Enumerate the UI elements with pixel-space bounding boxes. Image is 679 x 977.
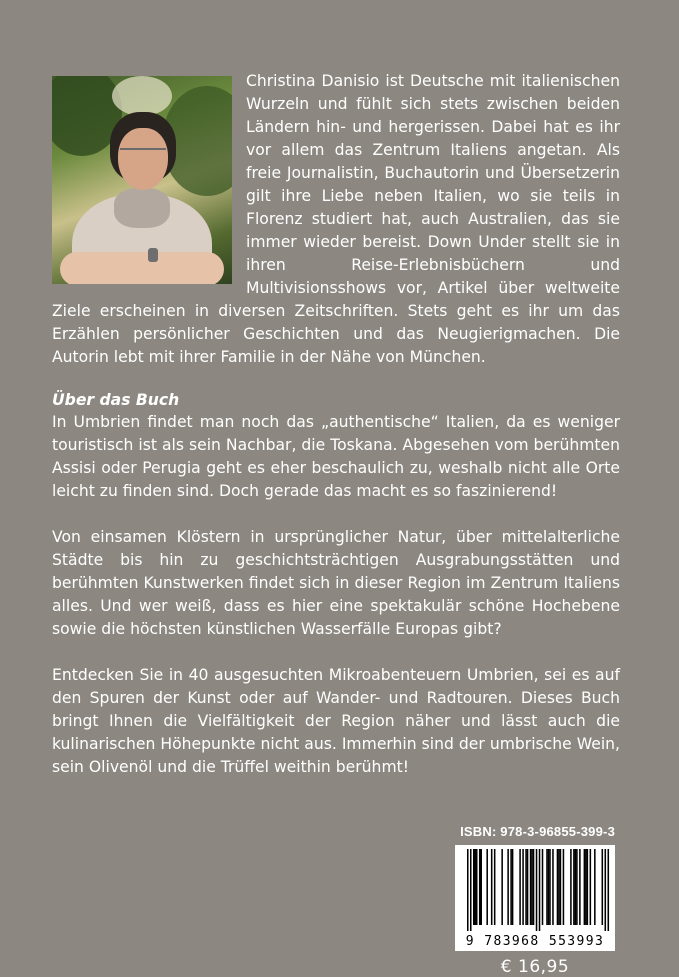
barcode-bar xyxy=(536,849,538,931)
about-book-paragraph-1: In Umbrien findet man noch das „authentische“ Italien, da es weniger touristisch ist als sein Nachbar, die Toskana. Abgesehen vom berühmten Assisi oder Perugia geht es eher beschaulich zu, weshalb nicht alle Orte leicht zu finden sind. Doch gerade das macht es so faszinierend! xyxy=(52,413,620,500)
barcode-bar xyxy=(491,849,493,925)
barcode xyxy=(455,845,615,951)
barcode-bar xyxy=(576,849,578,925)
barcode-bar xyxy=(549,849,551,925)
barcode-bar xyxy=(608,849,610,931)
barcode-bars xyxy=(459,849,611,931)
barcode-bar xyxy=(558,849,560,925)
barcode-bar xyxy=(602,849,604,925)
barcode-bar xyxy=(473,849,475,925)
barcode-bar xyxy=(575,849,577,925)
barcode-bar xyxy=(579,849,581,925)
barcode-bar xyxy=(590,849,592,925)
barcode-bar xyxy=(585,849,587,925)
barcode-bar xyxy=(542,849,544,925)
author-bio: Christina Danisio ist Deutsche mit italienischen Wurzeln und fühlt sich stets zwischen beiden Ländern hin- und hergerissen. Dabei hat es ihr vor allem das Zentrum Italiens angetan. Als freie Journalistin, Buchautorin und Übersetzerin gilt ihre Liebe neben Italien, wo sie teils in Florenz studiert hat, auch Australien, das sie immer wieder bereist. Down Under stellt sie in ihren Reise-Erlebnisbüchern und Multivisionsshows vor, Artikel über weltweite Ziele erscheinen in diversen Zeitschriften. Stets geht es ihr um das Erzählen persönlicher Geschichten und das Neugierigmachen. Die Autorin lebt mit ihrer Familie in der Nähe von München. xyxy=(52,72,620,366)
author-photo xyxy=(52,76,232,284)
barcode-bar xyxy=(486,849,488,925)
isbn-area xyxy=(455,824,615,977)
barcode-bar xyxy=(570,849,572,925)
barcode-bar xyxy=(527,849,529,925)
barcode-bar xyxy=(594,849,596,925)
barcode-bar xyxy=(587,849,589,925)
barcode-bar xyxy=(531,849,533,925)
barcode-bar xyxy=(474,849,476,925)
about-book-heading: Über das Buch xyxy=(52,391,180,409)
barcode-digits: 9 783968 553993 xyxy=(465,934,605,949)
barcode-bar xyxy=(525,849,527,925)
barcode-bar xyxy=(476,849,478,925)
barcode-bar xyxy=(467,849,469,931)
barcode-bar xyxy=(479,849,481,925)
barcode-bar xyxy=(494,849,496,925)
barcode-bar xyxy=(501,849,503,925)
about-book-paragraph-2: Von einsamen Klöstern in ursprünglicher Natur, über mittelalterliche Städte bis hin zu geschichtsträchtigen Ausgrabungsstätten und berühmten Kunstwerken findet sich in dieser Region im Zentrum Italiens alles. Und wer weiß, dass es hier eine spektakulär schöne Hochebene sowie die höchsten künstlichen Wasserfälle Europas gibt? xyxy=(52,528,620,638)
back-cover-content xyxy=(52,70,620,779)
barcode-bar xyxy=(510,849,512,925)
barcode-bar xyxy=(519,849,521,925)
barcode-bar xyxy=(546,849,548,925)
about-book-paragraph-3: Entdecken Sie in 40 ausgesuchten Mikroabenteuern Umbrien, sei es auf den Spuren der Kunst oder auf Wander- und Radtouren. Dieses Buch bringt Ihnen die Vielfältigkeit der Region näher und lässt auch die kulinarischen Höhepunkte nicht aus. Immerhin sind der umbrische Wein, sein Olivenöl und die Trüffel weithin berühmt! xyxy=(52,666,620,776)
barcode-bar xyxy=(560,849,562,925)
isbn-label: ISBN: 978-3-96855-399-3 xyxy=(460,824,615,839)
barcode-bar xyxy=(522,849,524,925)
barcode-bar xyxy=(530,849,532,925)
barcode-bar xyxy=(563,849,565,925)
author-section xyxy=(52,70,620,369)
price: € 16,95 xyxy=(500,957,570,977)
barcode-bar xyxy=(539,849,541,931)
barcode-bar xyxy=(573,849,575,925)
barcode-bar xyxy=(552,849,554,925)
barcode-bar xyxy=(605,849,607,931)
barcode-bar xyxy=(470,849,472,931)
barcode-bar xyxy=(557,849,559,925)
barcode-bar xyxy=(480,849,482,925)
barcode-bar xyxy=(548,849,550,925)
barcode-bar xyxy=(512,849,514,925)
barcode-bar xyxy=(507,849,509,925)
barcode-bar xyxy=(584,849,586,925)
barcode-bar xyxy=(533,849,535,925)
